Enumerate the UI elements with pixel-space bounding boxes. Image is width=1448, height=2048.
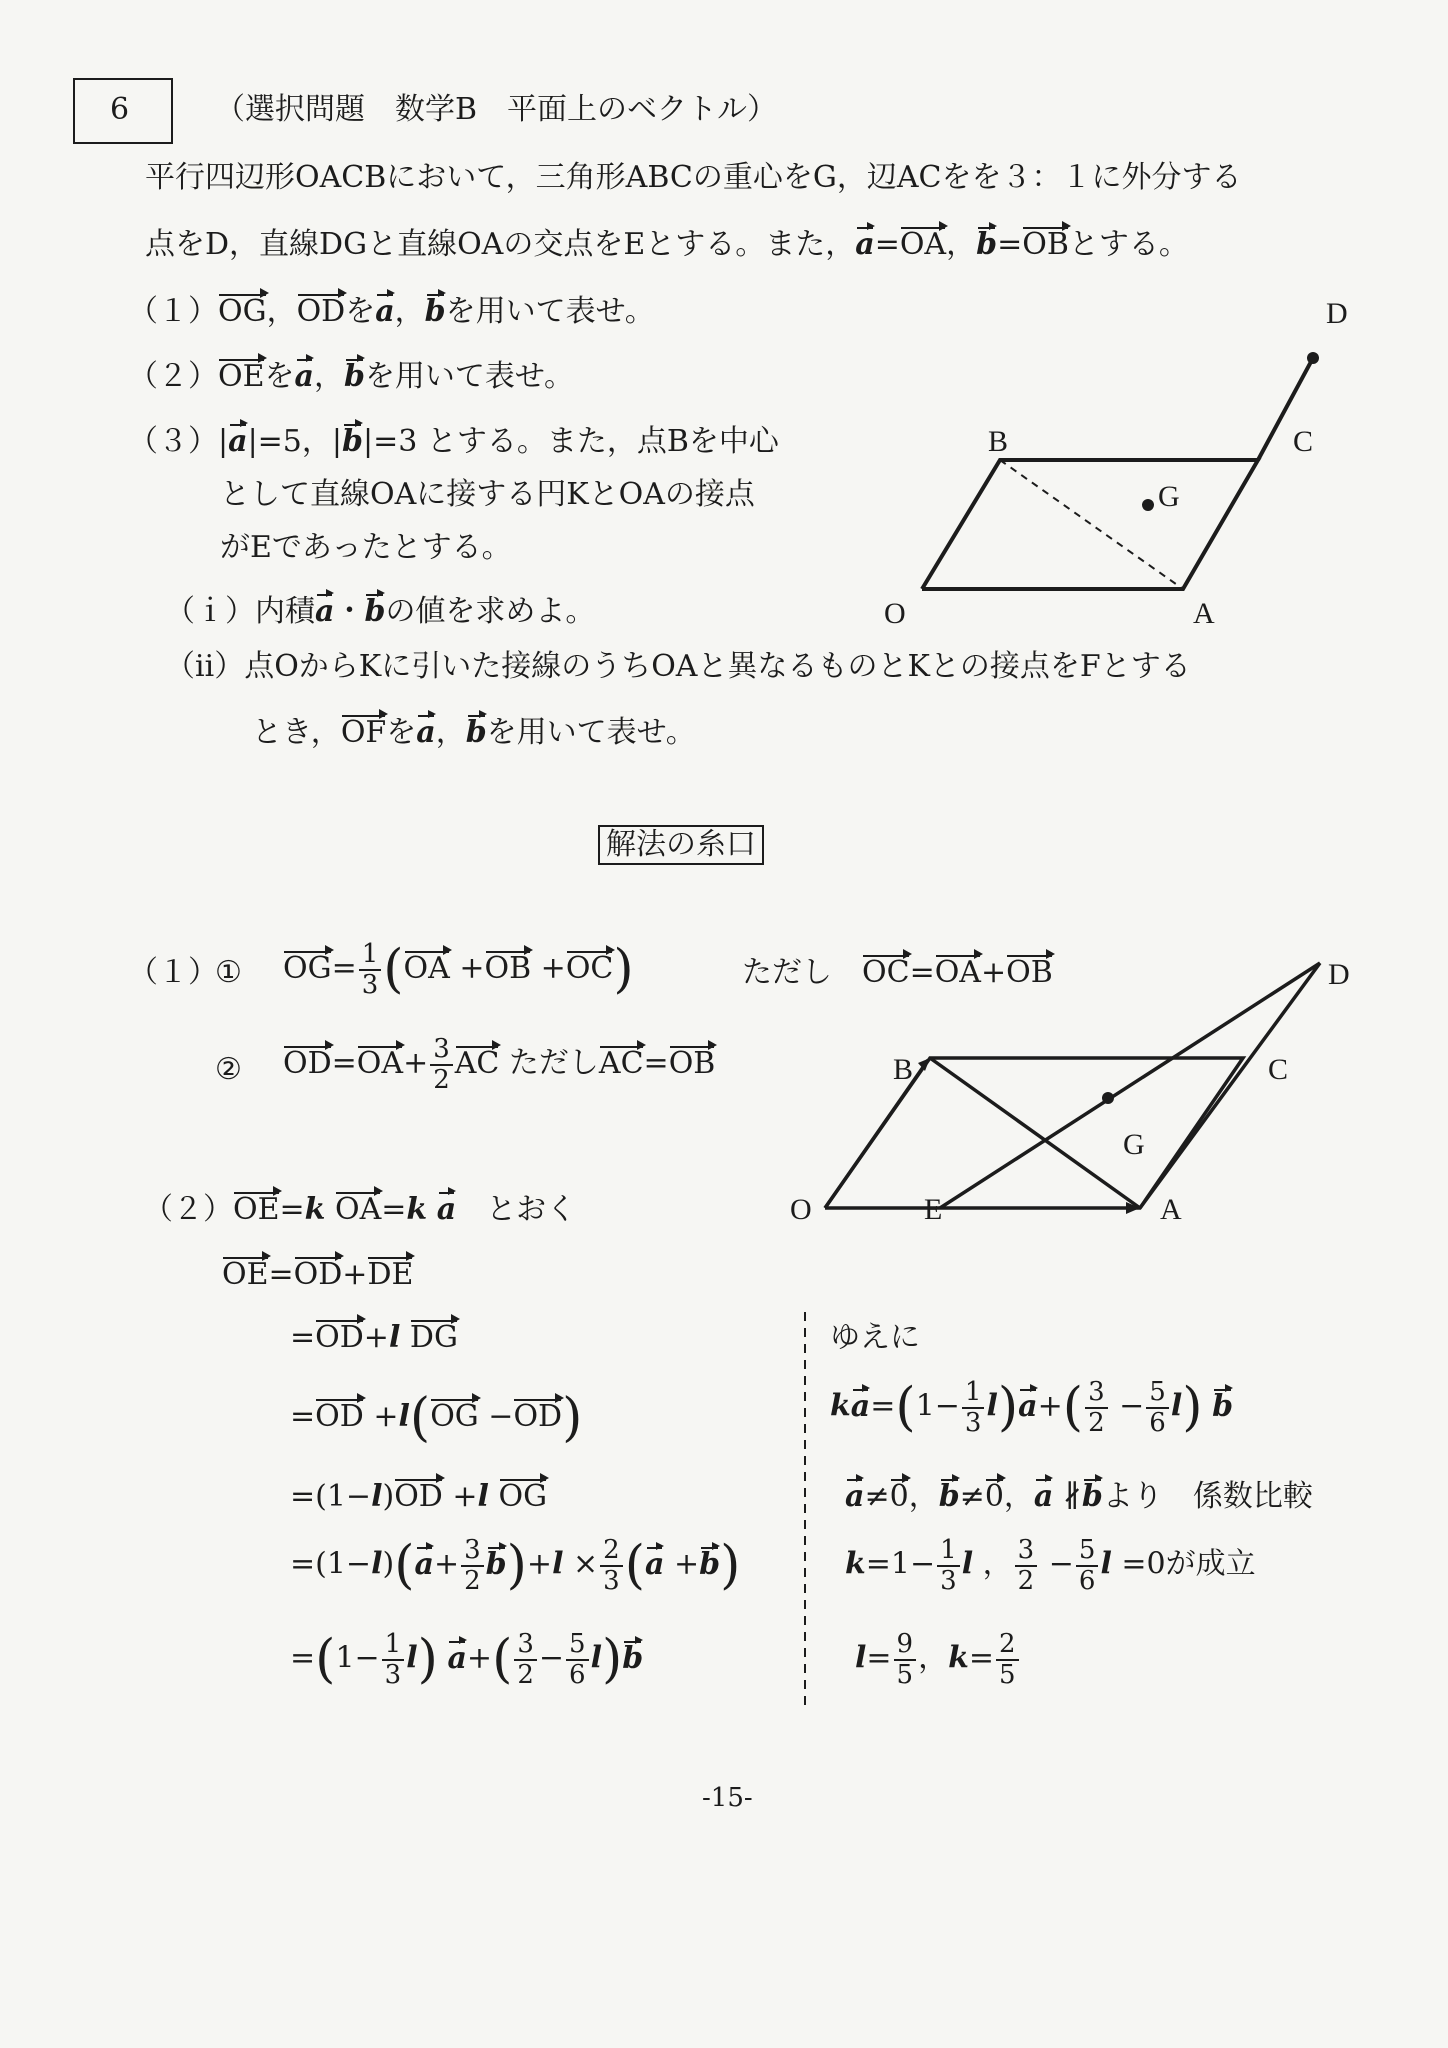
- fig2-label-A: A: [1160, 1193, 1182, 1226]
- fig2-label-B: B: [893, 1053, 914, 1086]
- q3-line1: （３）|a|=5，|b|=3 とする。また，点Bを中心: [128, 424, 779, 459]
- fig1-label-A: A: [1193, 597, 1215, 630]
- fig1-label-G: G: [1158, 480, 1180, 513]
- s2-line3: =OD +l(OG −OD): [290, 1388, 583, 1448]
- s2-r-line1: ka=(1− $\frac{1}{3}$ l)a+( $\frac{3}{2}$ − $\frac{5}{6}$ l) b: [830, 1377, 1234, 1438]
- s2-line6: =(1− $\frac{1}{3}$ l) a+( $\frac{3}{2}$ − $\frac{5}{6}$ l)b: [290, 1629, 644, 1690]
- s2-line2: =OD+l DG: [290, 1320, 458, 1355]
- fig2-label-C: C: [1268, 1053, 1289, 1086]
- fig1-label-C: C: [1293, 425, 1314, 458]
- intro-line2: 点をD，直線DGと直線OAの交点をEとする。また，a=OA，b=OBとする。: [145, 227, 1189, 262]
- intro-line2-b: とする。: [1068, 227, 1189, 262]
- q3-line3: がEであったとする。: [220, 530, 512, 565]
- s2-r-line2: a≠0，b≠0，a ∦bより 係数比較: [845, 1479, 1313, 1514]
- fig1-label-O: O: [884, 597, 906, 630]
- s1-num: （１）: [128, 955, 218, 990]
- s2-line0: （２）OE=k OA=k a とおく: [143, 1192, 577, 1227]
- fig1-label-B: B: [988, 425, 1009, 458]
- s2-yueni: ゆえに: [830, 1320, 920, 1355]
- fig2-label-E: E: [924, 1193, 943, 1226]
- s2-line1: OE=OD+DE: [222, 1257, 414, 1292]
- fig2-label-D: D: [1328, 958, 1350, 991]
- qii-line1: （ⅱ）点OからKに引いた接線のうちOAと異なるものとKとの接点をFとする: [165, 649, 1191, 684]
- q2-line: （２）OEをa，bを用いて表せ。: [128, 359, 575, 394]
- fig2-label-O: O: [790, 1193, 812, 1226]
- s2-line5: =(1−l)(a+ $\frac{3}{2}$ b)+l × $\frac{2}{3}$ (a +b): [290, 1535, 741, 1596]
- s2-line4: =(1−l)OD +l OG: [290, 1479, 548, 1514]
- q3-line2: として直線OAに接する円KとOAの接点: [220, 477, 755, 512]
- qi-line: （ｉ）内積a・bの値を求めよ。: [165, 594, 596, 629]
- s1-c2: ②: [215, 1052, 242, 1087]
- s1-eq2: OD=OA+ $\frac{3}{2}$ AC ただしAC=OB: [283, 1034, 716, 1095]
- intro-line2-a: 点をD，直線DGと直線OAの交点をEとする。また，: [145, 227, 856, 262]
- problem-heading: （選択問題 数学B 平面上のベクトル）: [215, 92, 778, 127]
- page-number: -15-: [702, 1783, 753, 1813]
- fig2-label-G: G: [1123, 1128, 1145, 1161]
- s2-r-line4: l= $\frac{9}{5}$ ，k= $\frac{2}{5}$: [855, 1630, 1021, 1689]
- s2-r-line3: k=1− $\frac{1}{3}$ l ， $\frac{3}{2}$ − $\frac{5}{6}$ l =0が成立: [845, 1535, 1256, 1596]
- problem-number: 6: [110, 92, 130, 127]
- solution-title: 解法の糸口: [598, 825, 764, 865]
- intro-line1: 平行四辺形OACBにおいて，三角形ABCの重心をG，辺ACをを３：１に外分する: [145, 160, 1242, 195]
- s1-c1: ①: [215, 955, 242, 990]
- fig1-label-D: D: [1326, 297, 1348, 330]
- qii-line2: とき，OFをa，bを用いて表せ。: [252, 715, 696, 750]
- q1-line: （１）OG，ODをa，bを用いて表せ。: [128, 294, 655, 329]
- s1-eq1: OG= $\frac{1}{3}$ (OA +OB +OC): [283, 939, 634, 1000]
- s1-eq1-cond: ただし OC=OA+OB: [742, 955, 1053, 990]
